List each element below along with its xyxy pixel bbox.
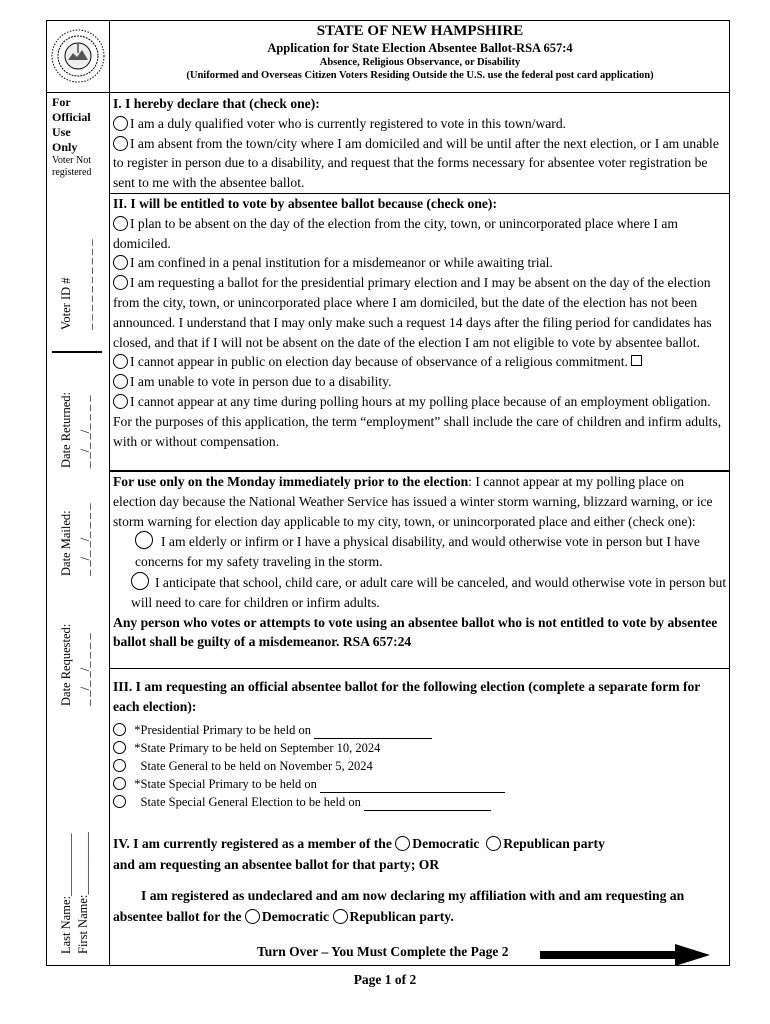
list-item: I am confined in a penal institution for a misdemeanor or while awaiting trial.	[113, 253, 727, 273]
radio-circle-icon[interactable]	[113, 116, 128, 131]
turn-over-note: Turn Over – You Must Complete the Page 2	[257, 944, 509, 959]
section-1	[113, 94, 727, 193]
list-item: I anticipate that school, child care, or adult care will be canceled, and would otherwise vote in person but will need to care for children or infirm adults.	[113, 572, 727, 613]
radio-circle-icon[interactable]	[245, 909, 260, 924]
divider	[110, 92, 730, 93]
radio-circle-icon[interactable]	[486, 836, 501, 851]
radio-circle-icon[interactable]	[113, 136, 128, 151]
radio-circle-icon[interactable]	[113, 795, 126, 808]
arrow-right-icon	[540, 944, 710, 966]
radio-circle-icon[interactable]	[333, 909, 348, 924]
checkbox-square-icon	[631, 355, 642, 366]
radio-circle-icon[interactable]	[395, 836, 410, 851]
page-number: Page 1 of 2	[353, 972, 417, 987]
radio-circle-icon[interactable]	[113, 354, 128, 369]
list-item: I am a duly qualified voter who is currently registered to vote in this town/ward.	[113, 114, 727, 134]
list-item: *State Special Primary to be held on	[113, 775, 505, 793]
radio-circle-icon[interactable]	[131, 572, 149, 590]
list-item: I cannot appear at any time during polling hours at my polling place because of an employment obligation. For the purposes of this application, the term “employment” shall include the care of children and infirm adults, with or without compensation.	[113, 393, 722, 449]
form-note: (Uniformed and Overseas Citizen Voters Residing Outside the U.S. use the federal post card application)	[186, 70, 654, 81]
section-4: IV. I am currently registered as a member of the Democratic Republican party and am requesting an absentee ballot for that party; OR I am registered as undeclared and am now declaring my affiliation with and am requesting an absentee ballot for the Democratic Republican party.	[113, 836, 685, 924]
list-item: I am unable to vote in person due to a disability.	[113, 372, 727, 392]
form-header	[110, 22, 730, 82]
divider	[110, 668, 730, 669]
radio-circle-icon[interactable]	[113, 275, 128, 290]
divider	[52, 351, 102, 353]
misdemeanor-warning: Any person who votes or attempts to vote using an absentee ballot who is not entitled to vote by absentee ballot shall be guilty of a misdemeanor. RSA 657:24	[113, 614, 718, 650]
list-item: I am elderly or infirm or I have a physical disability, and would otherwise vote in person but I have concerns for my safety traveling in the storm.	[113, 531, 727, 572]
list-item: I plan to be absent on the day of the election from the city, town, or unincorporated place where I am domiciled.	[113, 215, 678, 251]
radio-circle-icon[interactable]	[113, 723, 126, 736]
radio-circle-icon[interactable]	[135, 531, 153, 549]
storm-section: For use only on the Monday immediately prior to the election: I cannot appear at my polling place on election day because the National Weather Service has issued a winter storm warning, blizzard warning, or ice storm warning for election day applicable to my city, town, or unincorporated place and either (check one): I am elderly or infirm or I have a physical disability, and would otherwise vote in person but I have concerns for my safety traveling in the storm. I anticipate that school, child care, or adult care will be canceled, and would otherwise vote in person but will need to care for children or infirm adults. Any person who votes or attempts to vote using an absentee ballot who is not entitled to vote by absentee ballot shall be guilty of a misdemeanor. RSA 657:24	[113, 472, 727, 652]
radio-circle-icon[interactable]	[113, 216, 128, 231]
page-title: STATE OF NEW HAMPSHIRE	[316, 23, 524, 39]
radio-circle-icon[interactable]	[113, 759, 126, 772]
list-item: *Presidential Primary to be held on	[113, 721, 505, 739]
name-fields[interactable]: Last Name:__________ First Name:__________	[59, 832, 90, 954]
seal-cell	[46, 20, 110, 93]
list-item: I cannot appear in public on election day because of observance of a religious commitment.	[113, 352, 727, 372]
radio-circle-icon[interactable]	[113, 777, 126, 790]
date-returned-field[interactable]: Date Returned: _ _/_ _/_ _ _ _	[59, 391, 92, 468]
state-seal-icon	[46, 20, 106, 88]
radio-circle-icon[interactable]	[113, 394, 128, 409]
section-3-heading: III. I am requesting an official absentee ballot for the following election (complete a separate form for each election):	[113, 679, 701, 714]
form-reasons: Absence, Religious Observance, or Disability	[319, 57, 521, 68]
voter-id-field[interactable]: Voter ID # _ _ _ _ _ _ _ _ _ _	[59, 239, 94, 330]
presidential-primary-date-input[interactable]	[314, 725, 432, 739]
election-list	[113, 721, 505, 811]
section-3	[113, 677, 727, 717]
section-2	[113, 194, 727, 451]
section-2-heading: II. I will be entitled to vote by absentee ballot because (check one):	[113, 196, 497, 211]
list-item: *State Primary to be held on September 10, 2024	[113, 739, 505, 757]
special-primary-date-input[interactable]	[320, 779, 505, 793]
date-requested-field[interactable]: Date Requested: _ _/_ _/_ _ _ _	[59, 623, 92, 706]
list-item: State General to be held on November 5, 2024	[113, 757, 505, 775]
list-item: I am absent from the town/city where I am domiciled and will be until after the next election, or I am unable to register in person due to a disability, and request that the forms necessary for absentee voter registration be sent to me with the absentee ballot.	[113, 135, 719, 191]
date-mailed-field[interactable]: Date Mailed: _ _/_ _/_ _ _ _	[59, 503, 92, 576]
form-subtitle: Application for State Election Absentee Ballot-RSA 657:4	[267, 41, 573, 55]
radio-circle-icon[interactable]	[113, 255, 128, 270]
official-use-label: For Official Use Only Voter Not registered	[52, 95, 92, 178]
list-item: I am requesting a ballot for the presidential primary election and I may be absent on the day of the election from the city, town, or unincorporated place where I am domiciled, but the date of the election has not been announced. I understand that I may only make such a request 14 days after the filing period for candidates has closed, and that if I will not be absent on the date of the election I am not eligible to vote by absentee ballot.	[113, 275, 712, 350]
list-item: State Special General Election to be held on	[113, 793, 505, 811]
radio-circle-icon[interactable]	[113, 374, 128, 389]
section-1-heading: I. I hereby declare that (check one):	[113, 96, 320, 111]
special-general-date-input[interactable]	[364, 797, 491, 811]
storm-lead: For use only on the Monday immediately prior to the election	[113, 474, 469, 489]
radio-circle-icon[interactable]	[113, 741, 126, 754]
